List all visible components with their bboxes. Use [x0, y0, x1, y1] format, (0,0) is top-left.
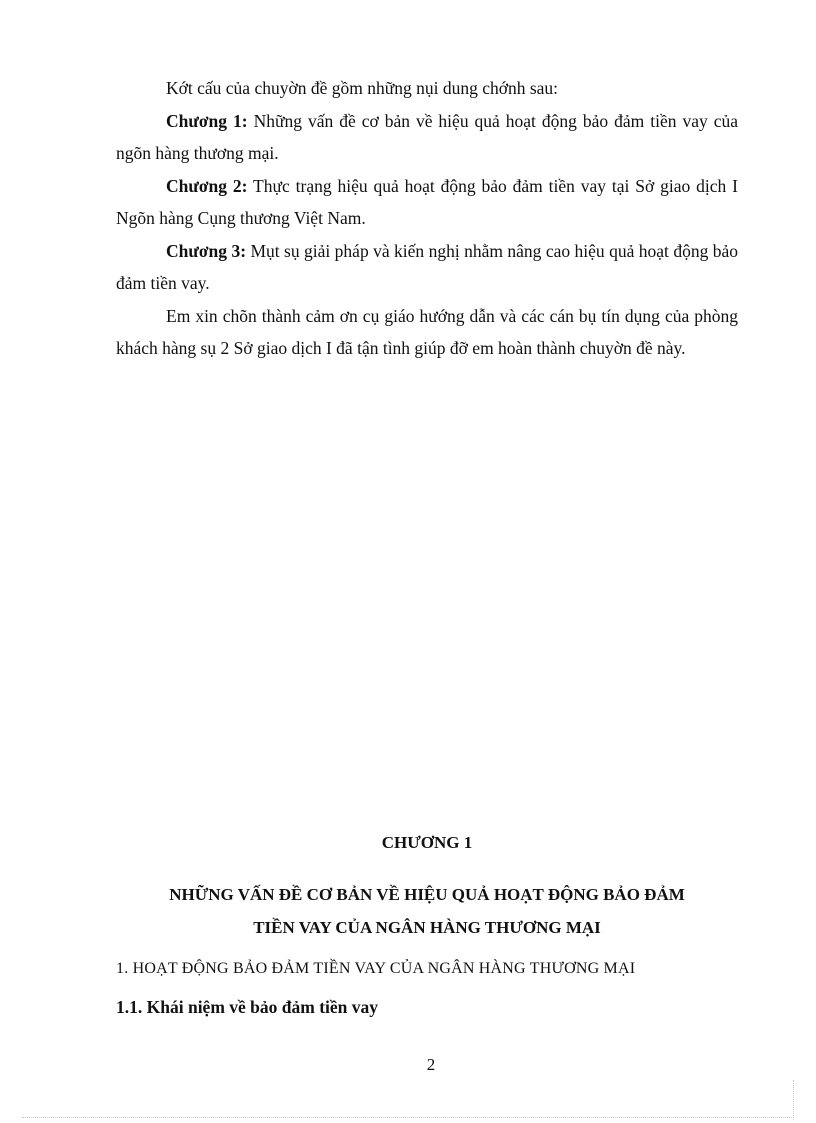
intro-paragraph-structure: Kớt cấu của chuyờn đề gồm những nụi dung chớnh sau: [166, 78, 559, 98]
subsection-heading: 1.1. Khái niệm về bảo đảm tiền vay [116, 997, 379, 1017]
chapter-1-description: Những vấn đề cơ bản về hiệu quả hoạt động bảo đảm tiền vay của ngõn hàng thương mại. [116, 110, 738, 163]
acknowledgement-paragraph: Em xin chõn thành cảm ơn cụ giáo hướng dẫn và các cán bụ tín dụng của phòng khách hàng sụ 2 Sở giao dịch I đã tận tình giúp đỡ em hoàn thành chuyờn đề này. [116, 305, 738, 358]
intro-text [116, 72, 738, 365]
chapter-3-label: Chương 3: [166, 240, 247, 261]
chapter-2-summary [116, 170, 738, 235]
page-border-right [793, 1080, 794, 1120]
section-heading: 1. HOẠT ĐỘNG BẢO ĐẢM TIỀN VAY CỦA NGÂN HÀNG THƯƠNG MẠI [116, 960, 636, 977]
page-border-bottom [22, 1117, 794, 1118]
chapter-1-label: Chương 1: [166, 110, 248, 131]
chapter-1-summary [116, 105, 738, 170]
page-number: 2 [426, 1055, 436, 1074]
chapter-title-line-2: TIỀN VAY CỦA NGÂN HÀNG THƯƠNG MẠI [253, 918, 601, 937]
chapter-2-description: Thực trạng hiệu quả hoạt động bảo đảm tiền vay tại Sở giao dịch I Ngõn hàng Cụng thương Việt Nam. [116, 175, 738, 228]
chapter-3-description: Mụt sụ giải pháp và kiến nghị nhằm nâng cao hiệu quả hoạt động bảo đảm tiền vay. [116, 240, 738, 293]
chapter-2-label: Chương 2: [166, 175, 248, 196]
chapter-title [116, 878, 738, 944]
chapter-title-line-1: NHỮNG VẤN ĐỀ CƠ BẢN VỀ HIỆU QUẢ HOẠT ĐỘNG BẢO ĐẢM [169, 885, 685, 904]
chapter-3-summary [116, 235, 738, 300]
chapter-number: CHƯƠNG 1 [381, 833, 473, 852]
